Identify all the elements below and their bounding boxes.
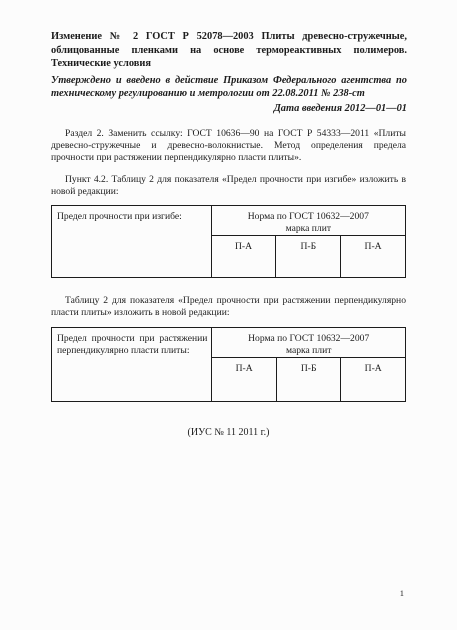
source-reference: (ИУС № 11 2011 г.) — [187, 427, 270, 438]
norm-header-line2: марка плит — [285, 222, 332, 234]
grade-column: П-А — [341, 236, 406, 278]
indicator-cell: Предел прочности при растяжении перпендикулярно пласти плиты: — [52, 328, 212, 402]
introduction-date: Дата введения 2012—01—01 — [273, 102, 407, 114]
norm-header-line2: марка плит — [285, 344, 332, 356]
norm-header-line1: Норма по ГОСТ 10632—2007 — [247, 211, 369, 222]
norm-header-line1: Норма по ГОСТ 10632—2007 — [248, 333, 370, 344]
grade-column: П-Б — [276, 236, 341, 278]
page-number: 1 — [399, 588, 404, 598]
amendment-title: Изменение № 2 ГОСТ Р 52078—2003 Плиты древесно-стружечные, облицованные пленками на основе термореактивных полимеров. Технические условия — [51, 31, 407, 70]
amendment-header — [51, 30, 407, 116]
section2-paragraph: Раздел 2. Заменить ссылку: ГОСТ 10636—90 на ГОСТ Р 54333—2011 «Плиты древесно-стружечные и древесно-волокнистые. Метод определения предела прочности при растяжении перпендикулярно пласти плиты». — [51, 128, 406, 163]
item42-paragraph: Пункт 4.2. Таблицу 2 для показателя «Предел прочности при изгибе» изложить в новой редакции: — [51, 174, 406, 197]
table-tensile-strength — [51, 327, 406, 402]
grade-column: П-А — [341, 358, 406, 402]
indicator-cell: Предел прочности при изгибе: — [52, 206, 212, 278]
table-bending-strength — [51, 205, 406, 278]
norm-header-cell — [211, 206, 405, 236]
grade-column: П-А — [212, 358, 277, 402]
table2-intro-paragraph: Таблицу 2 для показателя «Предел прочности при растяжении перпендикулярно пласти плиты» изложить в новой редакции: — [51, 295, 406, 318]
norm-header-cell — [212, 328, 406, 358]
approval-statement: Утверждено и введено в действие Приказом Федерального агентства по техническому регулированию и метрологии от 22.08.2011 № 238-ст — [51, 74, 407, 100]
grade-column: П-Б — [276, 358, 341, 402]
grade-column: П-А — [211, 236, 276, 278]
